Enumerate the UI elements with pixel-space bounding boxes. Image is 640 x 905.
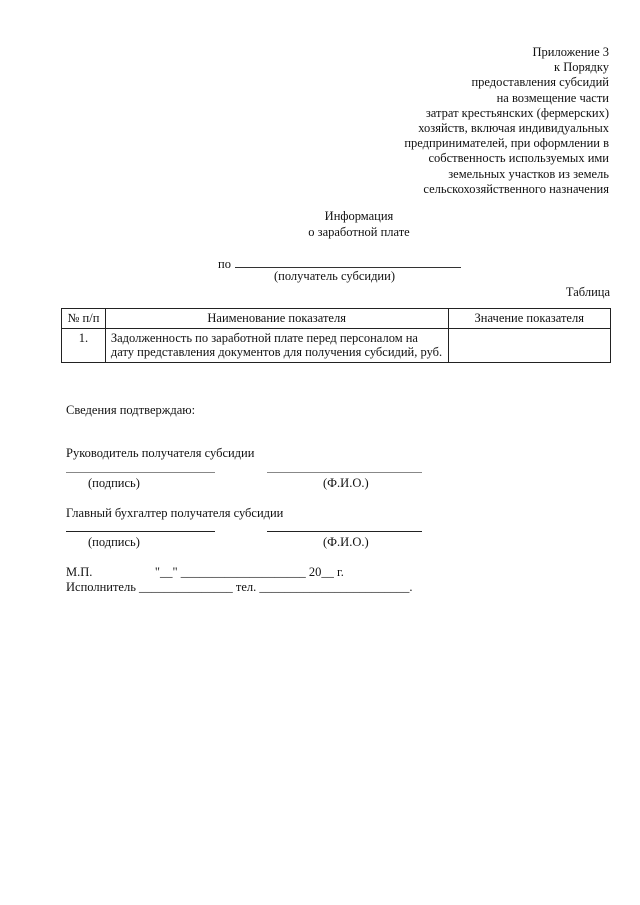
- accountant-title: Главный бухгалтер получателя субсидии: [66, 506, 284, 520]
- row-number: 1.: [62, 328, 106, 362]
- accountant-signature-caption: (подпись): [88, 535, 140, 549]
- director-signature-line: [66, 472, 215, 473]
- row-indicator-value: [448, 328, 611, 362]
- header-line: на возмещение части: [496, 90, 609, 105]
- director-name-line: [267, 472, 422, 473]
- document-subtitle: о заработной плате: [308, 225, 410, 239]
- col-number-header: № п/п: [62, 309, 106, 329]
- header-line: Приложение 3: [532, 45, 609, 59]
- row-indicator-name: Задолженность по заработной плате перед персоналом на дату представления документов для получения субсидий, руб.: [105, 328, 448, 362]
- stamp-date-line: М.П. "__" ____________________ 20__ г.: [66, 565, 344, 579]
- table-header-row: [62, 309, 611, 329]
- director-title: Руководитель получателя субсидии: [66, 446, 255, 460]
- col-value-header: Значение показателя: [448, 309, 611, 329]
- header-line: предоставления субсидий: [471, 75, 609, 90]
- header-line: сельскохозяйственного назначения: [423, 181, 609, 196]
- document-title: Информация: [324, 209, 394, 223]
- accountant-signature-line: [66, 531, 215, 532]
- header-line: хозяйств, включая индивидуальных: [418, 121, 609, 136]
- director-name-caption: (Ф.И.О.): [323, 476, 369, 490]
- executor-line: Исполнитель _______________ тел. ________________________.: [66, 580, 413, 594]
- header-line: затрат крестьянских (фермерских): [425, 105, 609, 120]
- director-signature-caption: (подпись): [88, 476, 140, 490]
- table-row: [62, 328, 611, 362]
- header-line: собственность используемых ими: [428, 151, 609, 166]
- table-label: Таблица: [565, 285, 610, 299]
- appendix-header: [404, 45, 609, 197]
- accountant-name-line: [267, 531, 422, 532]
- confirmation-text: Сведения подтверждаю:: [66, 403, 196, 417]
- recipient-blank: [235, 255, 461, 268]
- indicators-table: [61, 308, 611, 363]
- header-line: к Порядку: [554, 60, 609, 75]
- accountant-name-caption: (Ф.И.О.): [323, 535, 369, 549]
- col-name-header: Наименование показателя: [105, 309, 448, 329]
- recipient-caption: (получатель субсидии): [274, 269, 395, 283]
- header-line: земельных участков из земель: [448, 166, 609, 181]
- recipient-prefix: по: [218, 257, 231, 271]
- header-line: предпринимателей, при оформлении в: [404, 136, 609, 151]
